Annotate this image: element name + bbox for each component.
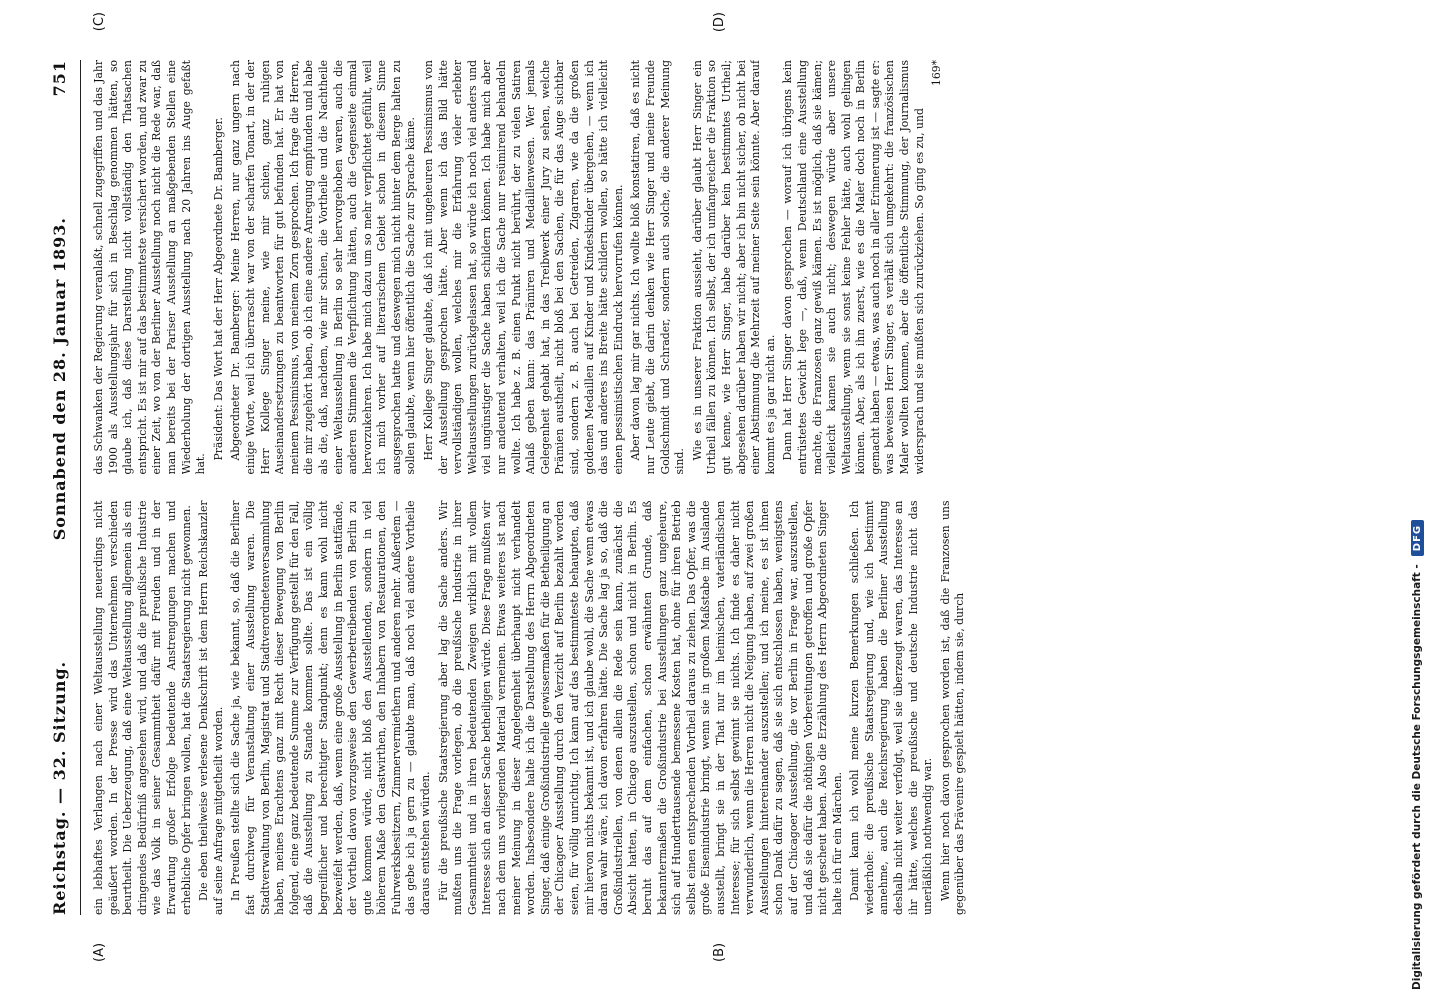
paragraph: Die eben theilweise verlesene Denkschrift ist dem Herrn Reichskanzler auf seine Anfrage mitgetheilt worden. [197, 500, 225, 915]
margin-mark-d: (D) [712, 12, 727, 33]
margin-mark-b: (B) [712, 942, 727, 962]
paragraph: Für die preußische Staatsregierung aber lag die Sache anders. Wir mußten uns die Frage vorlegen, ob die preußische Industrie in ihrer Gesammtheit und in ihren bedeutenden Zweigen wirklich mit vollem Interesse sich an dieser Sache betheiligen würde. Diese Frage mußten wir nach dem uns vorliegenden Material verneinen. Etwas weiteres ist nach meiner Meinung in dieser Angelegenheit überhaupt nicht verhandelt worden. Insbesondere halte ich die Darstellung des Herrn Abgeordneten Singer, daß einige Großindustrielle gewissermaßen für die Betheiligung an der Chicagoer Ausstellung durch den Verzicht auf Berlin bezahlt worden seien, für völlig unrichtig. Ich kann auf das bestimmteste behaupten, daß mir hiervon nichts bekannt ist, und ich glaube wohl, die Sache wenn etwas daran wahr wäre, ich davon erfahren hätte. Die Sache lag ja so, daß die Großindustriellen, von denen allein die Rede sein kann, zunächst die Absicht hatten, in Chicago auszustellen, schon und nicht in Berlin. Es beruht das auf dem einfachen, schon erwähnten Grunde, daß bekanntermaßen die Großindustrie bei Ausstellungen ganz ungeheure, sich auf Hunderttausende bemessene Kosten hat, ohne für ihren Betrieb selbst einen entsprechenden Vortheil daraus zu ziehen. Das Opfer, was die große Eisenindustrie bringt, wenn sie in großem Maßstabe im Auslande ausstellt, bringt sie in der That nur im heimischen, vaterländischen Interesse; für sich selbst gewinnt sie nichts. Ich finde es daher nicht verwunderlich, wenn die Herren nicht die Neigung haben, auf zwei großen Ausstellungen hintereinander auszustellen; und ich meine, es ist ihnen schon Dank dafür zu sagen, daß sie sich entschlossen haben, wenigstens auf der Chicagoer Ausstellung, die vor Berlin in Frage war, auszustellen, und daß sie dafür die nöthigen Vorbereitungen getroffen und große Opfer nicht gescheut haben. Also die Erzählung des Herrn Abgeordneten Singer halte ich für ein Märchen. [436, 500, 844, 915]
dfg-logo: DFG [1411, 520, 1424, 556]
paragraph: Abgeordneter Dr. Bamberger: Meine Herren, nur ganz ungern nach einige Worte, weil ich überrascht war von der scharfen Tonart, in der der Herr Kollege Singer meine, wie mir schien, ganz ruhigen Auseinandersetzungen zu beantworten für gut befunden hat. Er hat von meinem Pessimismus, von meinem Zorn gesprochen. Ich frage die Herren, die mir zugehört haben, ob ich eine andere Anregung empfunden und habe als die, daß, nachdem, wie mir schien, die Vortheile und die Nachtheile einer Weltausstellung in Berlin so sehr hervorgehoben waren, auch die anderen Stimmen die Verpflichtung hätten, auch die Gegenseite einmal hervorzukehren. Ich habe mich dazu um so mehr verpflichtet gefühlt, weil ich mich vorher auf literarischem Gebiet schon in diesem Sinne ausgesprochen hatte und deswegen mich nicht hinter dem Berge halten zu sollen glaubte, wenn hier öffentlich die Sache zur Sprache käme. [229, 60, 418, 475]
paragraph: Herr Kollege Singer glaubte, daß ich mit ungeheuren Pessimismus von der Ausstellung gesprochen hätte. Aber wenn ich das Bild hätte vervollständigen wollen, welches mir die Erfahrung vieler erlebter Weltausstellungen zurückgelassen hat, so würde ich noch viel anders und viel ungünstiger die Sache haben schildern können. Ich habe mich aber nur andeutend verhalten, weil ich die Sache nur resümirend behandeln wollte. Ich habe z. B. einen Punkt nicht berührt, der zu vielen Satiren Anlaß geben kann: das Prämiren und Medaillenwesen. Wer jemals Gelegenheit gehabt hat, in das Treibwerk einer Jury zu sehen, welche Prämien austheilt, nicht bloß bei den Sachen, die für das Auge sichtbar sind, sondern z. B. auch bei Getreiden, Zigarren, wie da die großen goldenen Medaillen auf Kinder und Kindeskinder übergehen, — wenn ich das und anderes ins Breite hätte schildern wollen, so hätte ich vielleicht einen pessimistischen Eindruck hervorrufen können. [422, 60, 625, 475]
header-left: Reichstag. — 32. Sitzung. [50, 660, 69, 915]
column-left [92, 501, 1392, 916]
paragraph: Aber davon lag mir gar nichts. Ich wollte bloß konstatiren, daß es nicht nur Leute giebt, die darin denken wie Herr Singer und meine Freunde Goldschmidt und Schrader, sondern auch solche, die anderer Meinung sind. [629, 60, 687, 475]
paragraph: In Preußen stellte sich die Sache ja, wie bekannt, so, daß die Berliner fast durchweg für Veranstaltung einer Ausstellung waren. Die Stadtverwaltung von Berlin, Magistrat und Stadtverordnetenversammlung haben, meines Erachtens ganz mit Recht dieser Bewegung von Berlin folgend, eine ganz bedeutende Summe zur Verfügung gestellt für den Fall, daß die Ausstellung zu Stande kommen sollte. Das ist ein völlig begreiflicher und berechtigter Standpunkt; denn es kann wohl nicht bezweifelt werden, daß, wenn eine große Ausstellung in Berlin stattfände, der Vortheil davon vorzugsweise den Gewerbetreibenden von Berlin zu gute kommen würde, nicht bloß den Ausstellenden, sondern in viel höherem Maße den Gastwirthen, den Inhabern von Restaurationen, den Fuhrwerksbesitzern, Zimmervermiethern und anderen mehr. Außerdem — das gebe ich ja gern zu — glaubte man, daß noch viel andere Vortheile daraus entstehen würden. [229, 500, 433, 915]
dfg-notice-text: Digitalisierung gefördert durch die Deutsche Forschungsgemeinschaft - [1411, 564, 1423, 990]
margin-mark-c: (C) [92, 12, 107, 32]
paragraph: das Schwanken der Regierung veranlaßt, schnell zugegriffen und das Jahr 1900 als Ausstellungsjahr für sich in Beschlag genommen hätten, so glaube ich, daß diese Darstellung nicht vollständig den Thatsachen entspricht. Es ist mir auf das bestimmteste versichert worden, und zwar zu einer Zeit, wo von der Berliner Ausstellung noch nicht die Rede war, daß man bereits bei der Pariser Ausstellung an maßgebenden Stellen eine Wiederholung der dortigen Ausstellung nach 20 Jahren ins Auge gefaßt hat. [92, 60, 208, 475]
page-number: 751 [50, 60, 69, 97]
page-header [50, 60, 81, 915]
margin-mark-a: (A) [92, 942, 107, 962]
paragraph: ein lebhaftes Verlangen nach einer Weltausstellung neuerdings nicht geäußert worden. In der Presse wird das Unternehmen verschieden beurtheilt. Die Ueberzeugung, daß eine Weltausstellung allgemein als ein dringendes Bedürfniß angesehen wird, und daß die preußische Industrie wie das Volk in seiner Gesammtheit dafür mit Freuden und in der Erwartung großer Erfolge bedeutende Anstrengungen machen und erhebliche Opfer bringen wollen, hat die Staatsregierung nicht gewonnen. [92, 500, 193, 915]
president-line: Präsident: Das Wort hat der Herr Abgeordnete Dr. Bamberger. [211, 117, 225, 461]
paragraph: Damit kann ich wohl meine kurzen Bemerkungen schließen. Ich wiederhole: die preußische Staatsregierung und, wie ich bestimmt annehme, auch die Reichsregierung haben die Berliner Ausstellung deshalb nicht weiter verfolgt, weil sie überzeugt waren, das Interesse an ihr hätte, welches die preußische und deutsche Industrie nicht das unerläßlich nothwendig war. [848, 500, 935, 915]
signature-mark: 169* [930, 60, 944, 87]
text-columns [92, 60, 1392, 915]
paragraph: Wie es in unserer Fraktion aussieht, darüber glaubt Herr Singer ein Urtheil fällen zu können. Ich selbst, der ich umfangreicher die Fraktion so gut kenne, wie Herr Singer, habe darüber kein bestimmtes Urtheil; abgesehen darüber haben wir nicht; aber ich bin nicht sicher, ob nicht bei einer Abstimmung die Mehrzeit auf meiner Seite sein könnte. Aber darauf kommt es ja gar nicht an. [690, 60, 777, 475]
dfg-notice [1408, 0, 1426, 990]
paragraph: Dann hat Herr Singer davon gesprochen — worauf ich übrigens kein entrüstetes Gewicht lege —, daß, wenn Deutschland eine Ausstellung machte, die Franzosen ganz gewiß kämen. Es ist möglich, daß sie kämen; vielleicht kamen sie auch nicht; deswegen würde aber unsere Weltausstellung, wenn sie sonst keine Fehler hätte, auch wohl gelingen können. Aber, als ich ihn zuerst, wie es die Maler doch noch in Berlin gemacht haben — etwas, was auch noch in aller Erinnerung ist — sagte er: was beweisen Herr Singer, es verhält sich umgekehrt: die französischen Maler wollten kommen, aber die öffentliche Stimmung, der Journalismus widersprach und sie mußten sich zurückziehen. So ging es zu, und [781, 60, 926, 475]
dfg-sidebar [1408, 0, 1428, 1000]
header-date: Sonnabend den 28. Januar 1893. [50, 217, 69, 541]
column-right [92, 60, 1392, 475]
paragraph: Wenn hier noch davon gesprochen worden ist, daß die Franzosen uns gegenüber das Prävenire gespielt hätten, indem sie, durch [938, 500, 967, 915]
